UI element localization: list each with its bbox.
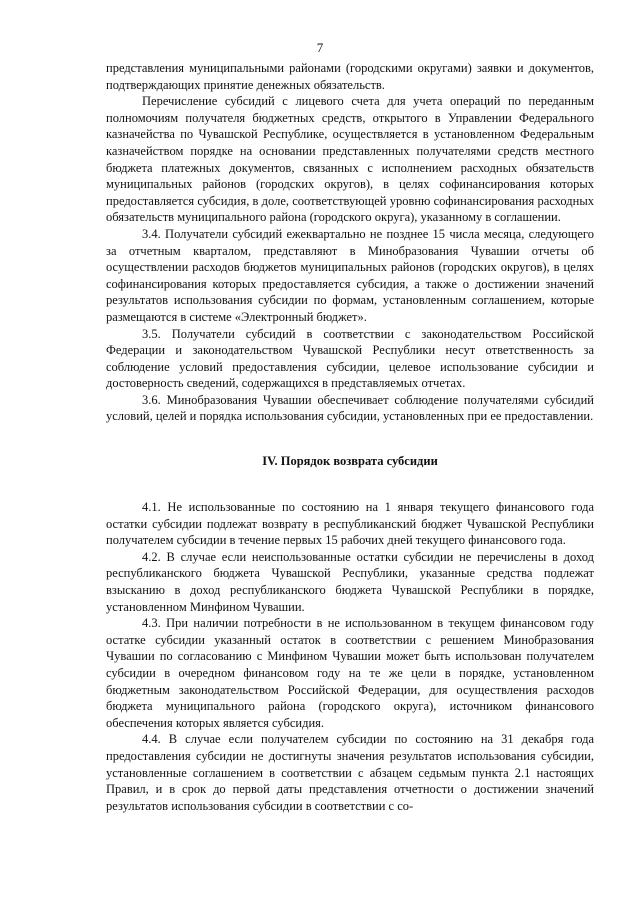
paragraph-continuation: представления муниципальными районами (городскими округами) заявки и документов, подтверждающих принятие денежных обязательств. [106, 61, 594, 92]
paragraph-3-6: 3.6. Минобразования Чувашии обеспечивает соблюдение получателями субсидий условий, целей и порядка использования субсидии, установленных при ее предоставлении. [106, 392, 594, 424]
paragraph-3-4: 3.4. Получатели субсидий ежеквартально не позднее 15 числа месяца, следующего за отчетным кварталом, представляют в Минобразования Чувашии отчеты об осуществлении расходов бюджетов муниципальных районов (городских округов), в целях софинансирования которых предоставляется субсидия, а также о достижении значений результатов использования субсидии по формам, установленным соглашением, которые размещаются в системе «Электронный бюджет». [106, 226, 594, 324]
section-heading: IV. Порядок возврата субсидии [262, 454, 438, 469]
document-body [106, 60, 594, 814]
paragraph-4-4: 4.4. В случае если получателем субсидии по состоянию на 31 декабря года предоставления субсидии не достигнуты значения результатов использования субсидии, установленные соглашением в соответствии с абзацем седьмым пункта 2.1 настоящих Правил, и в срок до первой даты представления отчетности о достижении значений результатов использования субсидии в соответствии с со- [106, 732, 594, 813]
paragraph-subsidy-transfer: Перечисление субсидий с лицевого счета для учета операций по переданным полномочиям получателя бюджетных средств, открытого в Управлении Федерального казначейства по Чувашской Республике, осуществляется в установленном Федеральным казначейством порядке на основании представленных получателями средств местного бюджета платежных документов, связанных с исполнением расходных обязательств муниципальных районов (городских округов), в целях софинансирования которых предоставляется субсидия, в доле, соответствующей уровню софинансирования расходных обязательств муниципального района (городского округа), указанному в соглашении. [106, 94, 594, 225]
paragraph-4-2: 4.2. В случае если неиспользованные остатки субсидии не перечислены в доход республиканского бюджета Чувашской Республики, указанные средства подлежат взысканию в доход республиканского бюджета Чувашской Республики в порядке, установленном Минфином Чувашии. [106, 549, 594, 614]
paragraph-3-5: 3.5. Получатели субсидий в соответствии с законодательством Российской Федерации и законодательством Чувашской Республики несут ответственность за соблюдение условий предоставления субсидии, целевое использование субсидии и достоверность сведений, содержащихся в представляемых отчетах. [106, 326, 594, 391]
paragraph-4-3: 4.3. При наличии потребности в не использованном в текущем финансовом году остатке субсидии указанный остаток в соответствии с решением Минобразования Чувашии по согласованию с Минфином Чувашии может быть использован получателем субсидии в очередном финансовом году на те же цели в порядке, установленном бюджетным законодательством Российской Федерации, для осуществления расходов бюджета муниципального района (городского округа), источником финансового обеспечения которых является субсидия. [106, 616, 594, 730]
paragraph-4-1: 4.1. Не использованные по состоянию на 1 января текущего финансового года остатки субсидии подлежат возврату в республиканский бюджет Чувашской Республики получателем субсидии в течение первых 15 рабочих дней текущего финансового года. [106, 500, 594, 548]
page-number: 7 [316, 40, 324, 55]
